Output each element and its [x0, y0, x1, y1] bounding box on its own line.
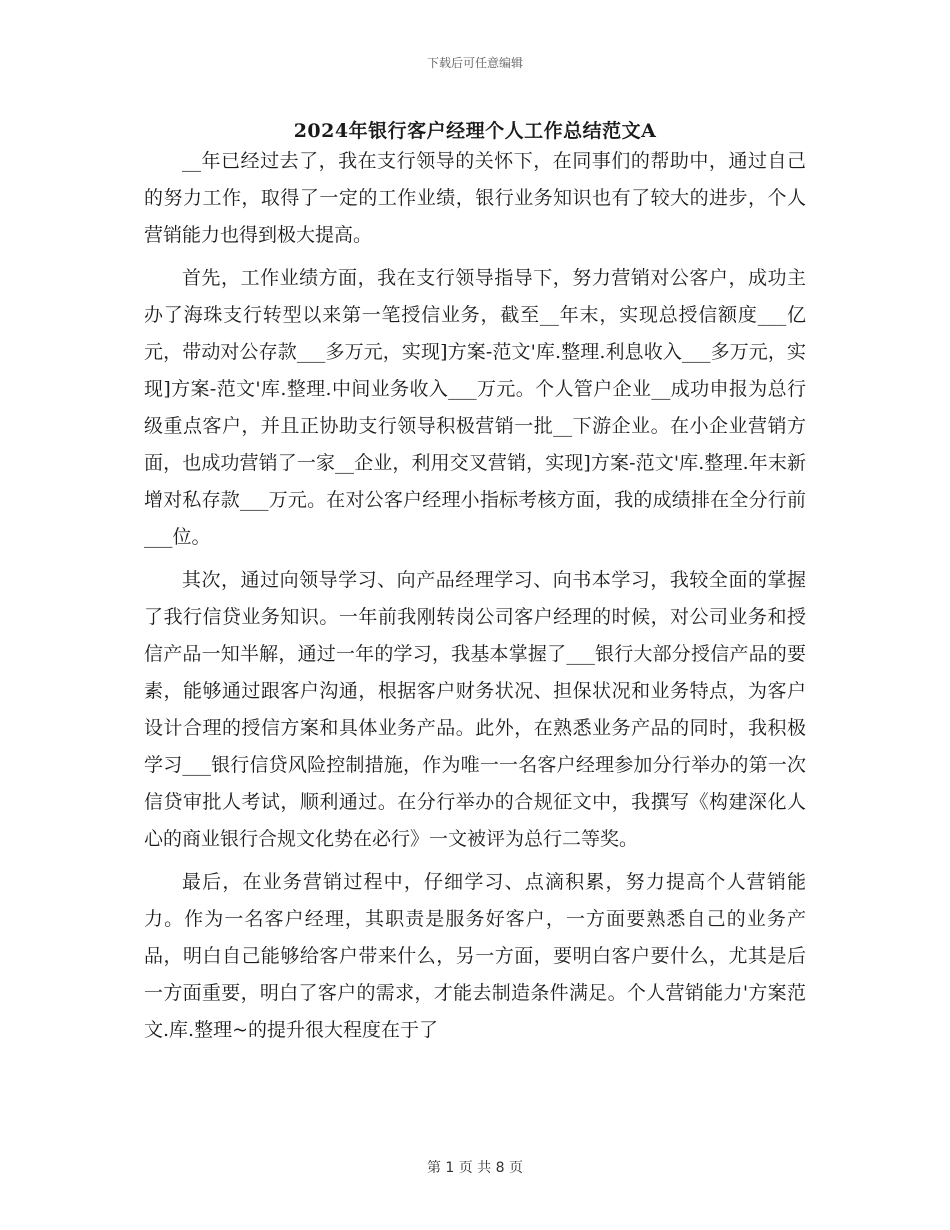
download-edit-note: 下载后可任意编辑 — [426, 56, 523, 70]
paragraph-marketing: 最后，在业务营销过程中，仔细学习、点滴积累，努力提高个人营销能力。作为一名客户经理，其职责是服务好客户，一方面要熟悉自己的业务产品，明白自己能够给客户带来什么，另一方面，要明白客户要什么，尤其是后一方面重要，明白了客户的需求，才能去制造条件满足。个人营销能力'方案范文.库.整理~的提升很大程度在于了 — [144, 871, 806, 1041]
document-body — [144, 143, 806, 1055]
paragraph-performance: 首先，工作业绩方面，我在支行领导指导下，努力营销对公客户，成功主办了海珠支行转型以来第一笔授信业务，截至__年末，实现总授信额度___亿元，带动对公存款___多万元，实现]方案-范文'库.整理.利息收入___多万元，实现]方案-范文'库.整理.中间业务收入___万元。个人管户企业__成功申报为总行级重点客户，并且正协助支行领导积极营销一批__下游企业。在小企业营销方面，也成功营销了一家__企业，利用交叉营销，实现]方案-范文'库.整理.年末新增对私存款___万元。在对公客户经理小指标考核方面，我的成绩排在全分行前___位。 — [144, 267, 806, 548]
document-title: 2024年银行客户经理个人工作总结范文A — [293, 120, 657, 142]
paragraph-intro: __年已经过去了，我在支行领导的关怀下，在同事们的帮助中，通过自己的努力工作，取得了一定的工作业绩，银行业务知识也有了较大的进步，个人营销能力也得到极大提高。 — [144, 150, 806, 246]
paragraph-learning: 其次，通过向领导学习、向产品经理学习、向书本学习，我较全面的掌握了我行信贷业务知识。一年前我刚转岗公司客户经理的时候，对公司业务和授信产品一知半解，通过一年的学习，我基本掌握了___银行大部分授信产品的要素，能够通过跟客户沟通，根据客户财务状况、担保状况和业务特点，为客户设计合理的授信方案和具体业务产品。此外，在熟悉业务产品的同时，我积极学习___银行信贷风险控制措施，作为唯一一名客户经理参加分行举办的第一次信贷审批人考试，顺利通过。在分行举办的合规征文中，我撰写《构建深化人心的商业银行合规文化势在必行》一文被评为总行二等奖。 — [144, 569, 806, 850]
page-number: 第 1 页 共 8 页 — [426, 1160, 524, 1176]
